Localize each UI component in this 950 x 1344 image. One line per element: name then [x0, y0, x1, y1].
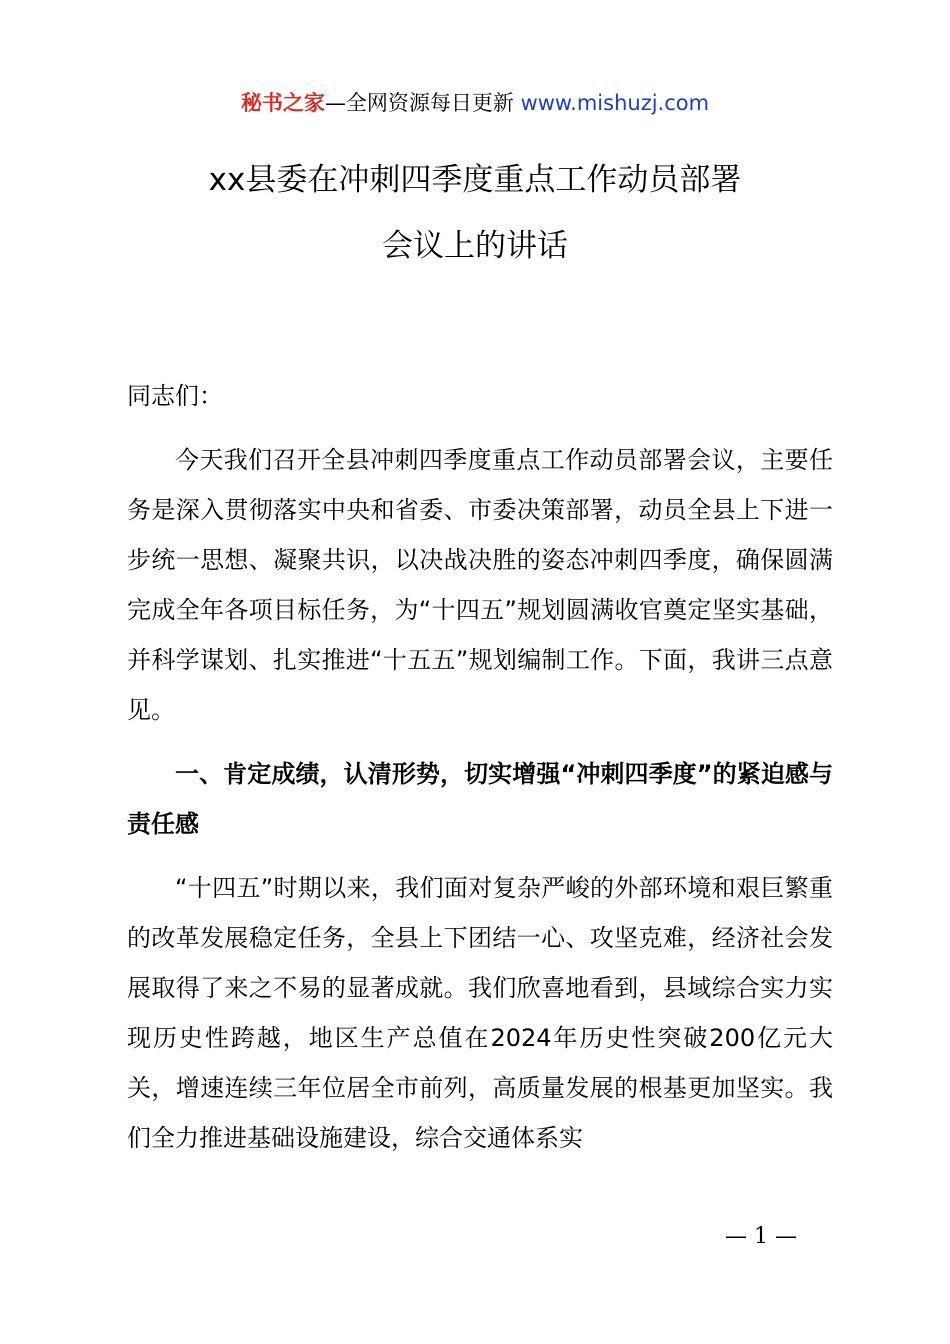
title-line-2: 会议上的讲话: [382, 228, 568, 264]
document-title: [0, 156, 950, 270]
site-url[interactable]: www.mishuzj.com: [520, 91, 710, 115]
section-heading: 一、肯定成绩，认清形势，切实增强“冲刺四季度”的紧迫感与责任感: [127, 760, 833, 838]
site-header: [0, 88, 950, 118]
title-line-1: xx县委在冲刺四季度重点工作动员部署: [208, 162, 742, 198]
header-tagline: —全网资源每日更新: [324, 91, 521, 115]
page-number: — 1 —: [725, 1224, 797, 1249]
brand-name: 秘书之家: [240, 91, 325, 115]
salutation: 同志们：: [127, 382, 223, 410]
intro-paragraph: 今天我们召开全县冲刺四季度重点工作动员部署会议，主要任务是深入贯彻落实中央和省委、市委决策部署，动员全县上下进一步统一思想、凝聚共识，以决战决胜的姿态冲刺四季度，确保圆满完成全年各项目标任务，为“十四五”规划圆满收官奠定坚实基础，并科学谋划、扎实推进“十五五”规划编制工作。下面，我讲三点意见。: [127, 446, 833, 724]
document-body: [127, 371, 833, 1163]
body-paragraph: “十四五”时期以来，我们面对复杂严峻的外部环境和艰巨繁重的改革发展稳定任务，全县上下团结一心、攻坚克难，经济社会发展取得了来之不易的显著成就。我们欣喜地看到，县域综合实力实现历史性跨越，地区生产总值在2024年历史性突破200亿元大关，增速连续三年位居全市前列，高质量发展的根基更加坚实。我们全力推进基础设施建设，综合交通体系实: [127, 874, 833, 1152]
